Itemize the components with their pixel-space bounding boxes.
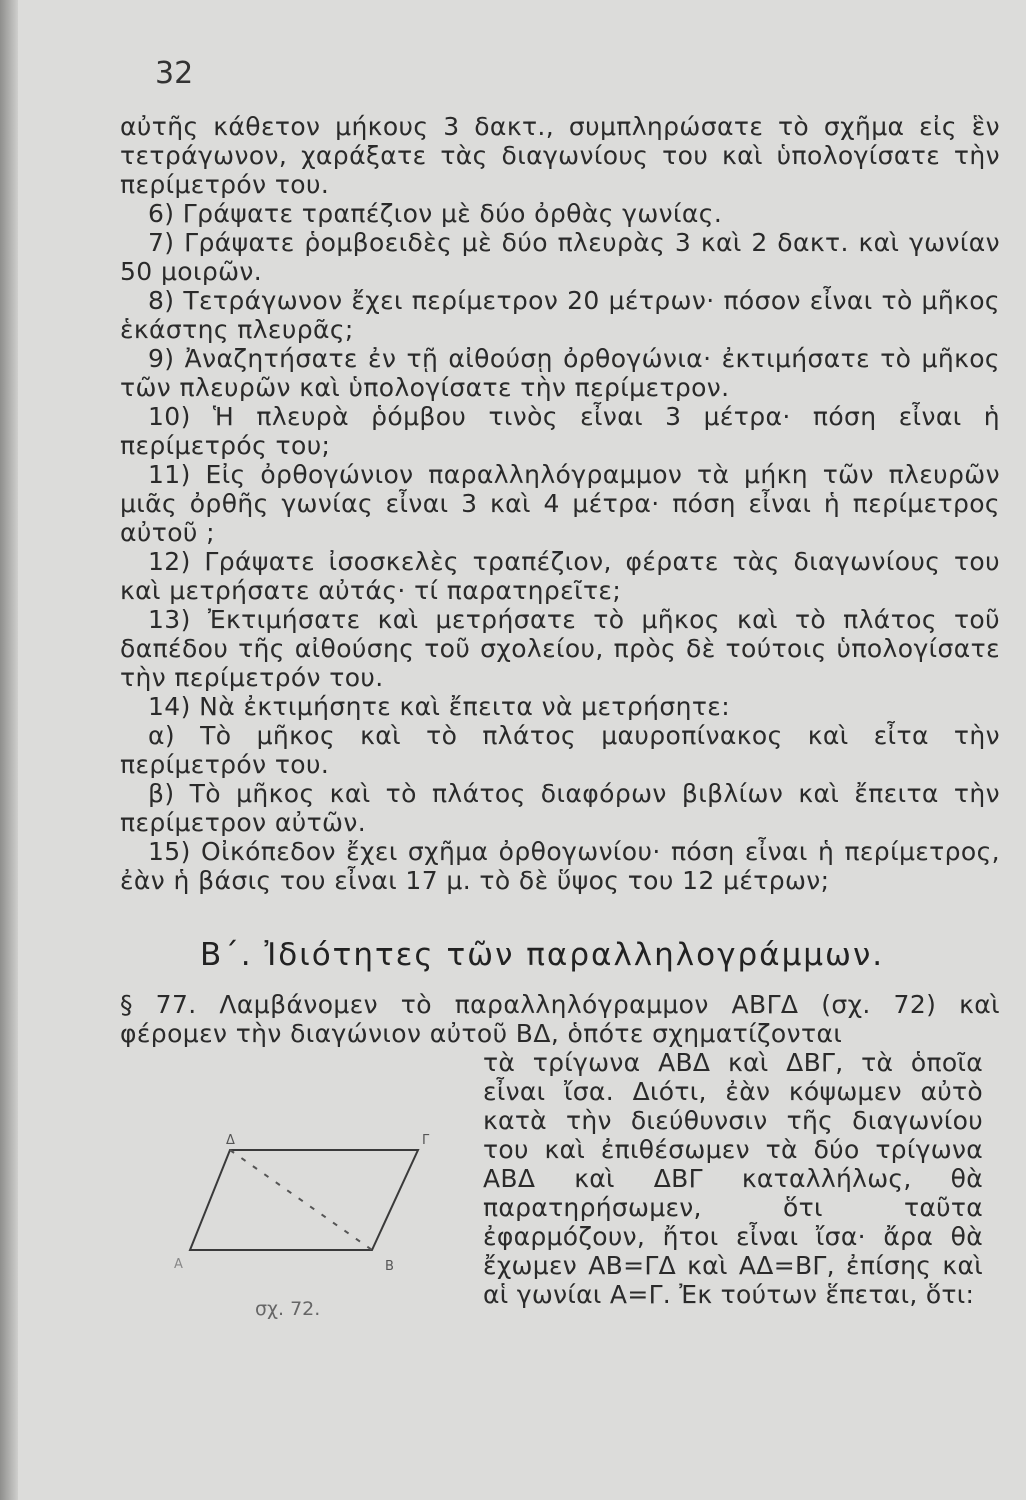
vertex-label-a: Α (174, 1257, 183, 1272)
exercise-text: 6) Γράψατε τραπέζιον μὲ δύο ὀρθὰς γωνίας. (148, 199, 723, 228)
exercise-text: 9) Ἀναζητήσατε ἐν τῇ αἰθούσῃ ὀρθογώνια· ἐκτιμήσατε τὸ μῆκος τῶν πλευρῶν καὶ ὑπολογίσατε τὴν περίμετρον. (120, 344, 1000, 402)
paragraph-intro (120, 990, 1000, 1048)
exercise-text: α) Τὸ μῆκος καὶ τὸ πλάτος μαυροπίνακος καὶ εἶτα τὴν περίμετρόν του. (120, 721, 1000, 779)
paragraph-text: § 77. Λαμβάνομεν τὸ παραλληλόγραμμον ΑΒΓΔ (σχ. 72) καὶ φέρομεν τὴν διαγώνιον αὐτοῦ ΒΔ, ὁπότε σχηματίζονται (120, 990, 1000, 1048)
figure-caption: σχ. 72. (255, 1298, 321, 1320)
exercise-text: 8) Τετράγωνον ἔχει περίμετρον 20 μέτρων· πόσον εἶναι τὸ μῆκος ἑκάστης πλευρᾶς; (120, 286, 1000, 344)
diagonal-line (230, 1150, 372, 1250)
page-number: 32 (155, 56, 194, 91)
exercise-text: 7) Γράψατε ῥομβοειδὲς μὲ δύο πλευρὰς 3 καὶ 2 δακτ. καὶ γωνίαν 50 μοιρῶν. (120, 228, 1000, 286)
parallelogram-outline (190, 1150, 418, 1250)
exercise-text: 11) Εἰς ὀρθογώνιον παραλληλόγραμμον τὰ μήκη τῶν πλευρῶν μιᾶς ὀρθῆς γωνίας εἶναι 3 καὶ 4 μέτρα· πόση εἶναι ἡ περίμετρος αὐτοῦ ; (120, 460, 1000, 547)
parallelogram-figure (160, 1130, 440, 1320)
vertex-label-d: Δ (226, 1133, 235, 1148)
exercise-text: 10) Ἡ πλευρὰ ῥόμβου τινὸς εἶναι 3 μέτρα· πόση εἶναι ἡ περίμετρός του; (120, 402, 1000, 460)
binding-shadow (0, 0, 18, 1500)
paragraph-text: τὰ τρίγωνα ΑΒΔ καὶ ΔΒΓ, τὰ ὁποῖα εἶναι ἴσα. Διότι, ἐὰν κόψωμεν αὐτὸ κατὰ τὴν διεύθυνσιν τῆς διαγωνίου του καὶ ἐπιθέσωμεν τὰ δύο τρίγωνα ΑΒΔ καὶ ΔΒΓ καταλλήλως, θὰ παρατηρήσωμεν, ὅτι ταῦτα ἐφαρμόζουν, ἤτοι εἶναι ἴσα· ἄρα θὰ ἔχωμεν ΑΒ=ΓΔ καὶ ΑΔ=ΒΓ, ἐπίσης καὶ αἱ γωνίαι Α=Γ. Ἐκ τούτων ἕπεται, ὅτι: (483, 1048, 983, 1309)
section-heading: Β΄. Ἰδιότητες τῶν παραλληλογράμμων. (200, 937, 885, 973)
exercise-text: 15) Οἰκόπεδον ἔχει σχῆμα ὀρθογωνίου· πόση εἶναι ἡ περίμετρος, ἐὰν ἡ βάσις του εἶναι 17 μ. τὸ δὲ ὕψος του 12 μέτρων; (120, 837, 1000, 895)
exercise-text: 12) Γράψατε ἰσοσκελὲς τραπέζιον, φέρατε τὰς διαγωνίους του καὶ μετρήσατε αὐτάς· τί παρατηρεῖτε; (120, 547, 1000, 605)
vertex-label-b: Β (385, 1259, 394, 1274)
exercise-text: 14) Νὰ ἐκτιμήσητε καὶ ἔπειτα νὰ μετρήσητε: (148, 692, 731, 721)
exercise-text: αὐτῆς κάθετον μήκους 3 δακτ., συμπληρώσατε τὸ σχῆμα εἰς ἓν τετράγωνον, χαράξατε τὰς διαγωνίους του καὶ ὑπολογίσατε τὴν περίμετρόν του. (120, 112, 1000, 199)
exercise-text: β) Τὸ μῆκος καὶ τὸ πλάτος διαφόρων βιβλίων καὶ ἔπειτα τὴν περίμετρον αὐτῶν. (120, 779, 1000, 837)
vertex-label-g: Γ (422, 1133, 430, 1148)
paragraph-column (483, 1048, 983, 1309)
exercise-list (120, 112, 1000, 895)
exercise-text: 13) Ἐκτιμήσατε καὶ μετρήσατε τὸ μῆκος καὶ τὸ πλάτος τοῦ δαπέδου τῆς αἰθούσης τοῦ σχολείου, πρὸς δὲ τούτοις ὑπολογίσατε τὴν περίμετρόν του. (120, 605, 1000, 692)
